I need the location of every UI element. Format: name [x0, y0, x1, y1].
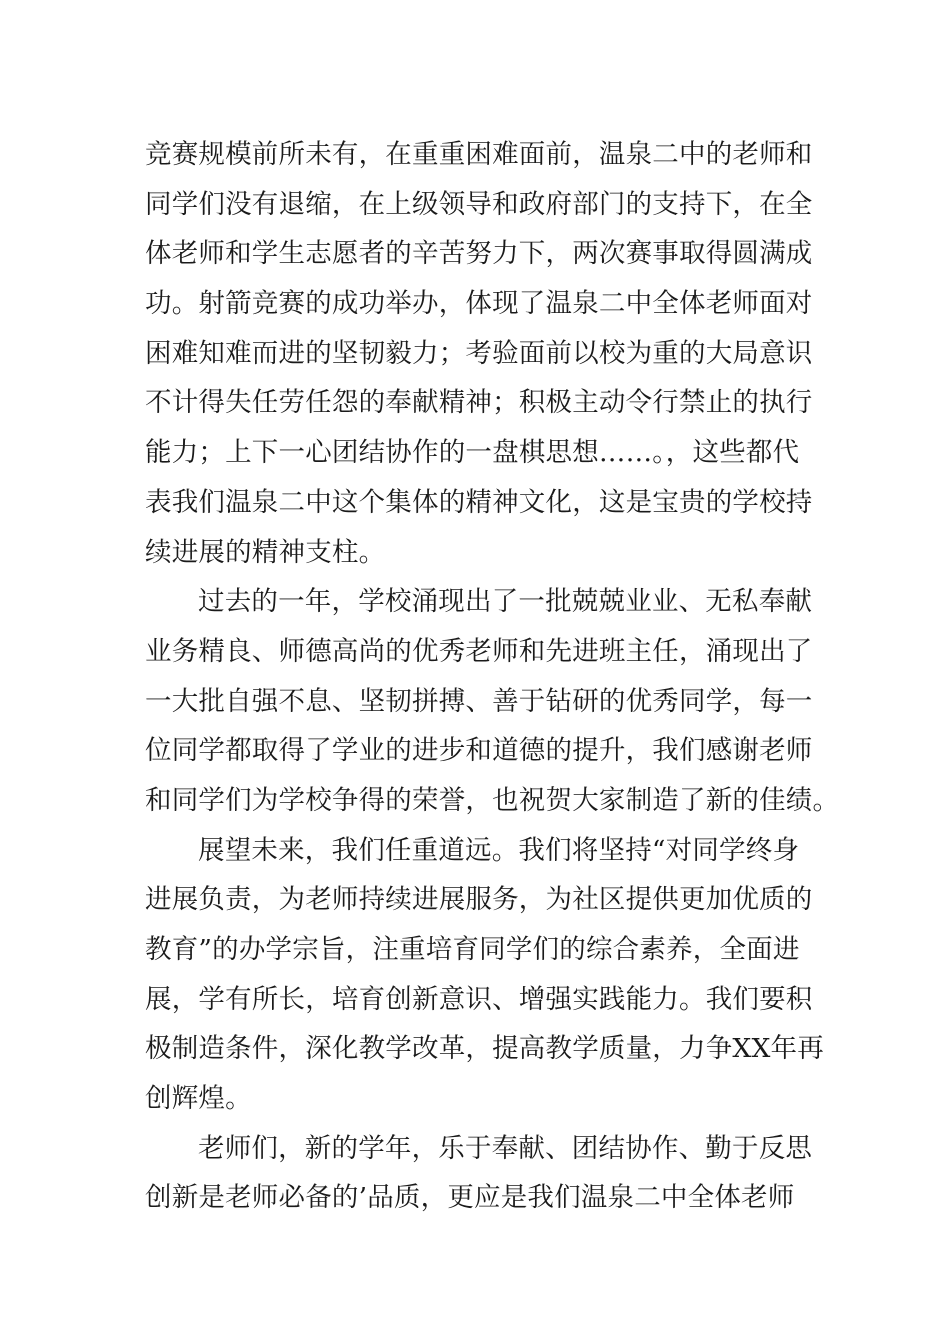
document-body: [145, 130, 840, 1223]
text-line: 不计得失任劳任怨的奉献精神；积极主动令行禁止的执行: [145, 387, 813, 419]
text-line: 教育”的办学宗旨，注重培育同学们的综合素养，全面进: [145, 934, 800, 965]
text-line: 能力；上下一心团结协作的一盘棋思想……。，这些都代: [145, 437, 800, 469]
text-line: 极制造条件，深化教学改革，提高教学质量，力争XX年再: [145, 1033, 824, 1065]
text-line: 竞赛规模前所未有，在重重困难面前，温泉二中的老师和: [145, 139, 813, 170]
text-line: 续进展的精神支柱。: [145, 536, 386, 568]
text-line: 和同学们为学校争得的荣誉，也祝贺大家制造了新的佳绩。: [145, 784, 840, 816]
text-line: 一大批自强不息、坚韧拼搏、善于钻研的优秀同学，每一: [145, 685, 813, 717]
paragraph-first-line: 过去的一年，学校涌现出了一批兢兢业业、无私奉献: [198, 586, 813, 618]
text-line: 困难知难而进的坚韧毅力；考验面前以校为重的大局意识: [145, 337, 813, 369]
text-line: 创辉煌。: [145, 1083, 252, 1115]
text-line: 表我们温泉二中这个集体的精神文化，这是宝贵的学校持: [145, 486, 813, 518]
text-line: 功。射箭竞赛的成功举办，体现了温泉二中全体老师面对: [145, 288, 813, 320]
text-line: 展，学有所长，培育创新意识、增强实践能力。我们要积: [145, 983, 813, 1015]
text-line: 位同学都取得了学业的进步和道德的提升，我们感谢老师: [145, 735, 813, 767]
text-line: 同学们没有退缩，在上级领导和政府部门的支持下，在全: [145, 188, 813, 220]
text-line: 进展负责，为老师持续进展服务，为社区提供更加优质的: [145, 884, 813, 916]
text-line: 业务精良、师德高尚的优秀老师和先进班主任，涌现出了: [145, 635, 813, 667]
text-line: 创新是老师必备的’品质，更应是我们温泉二中全体老师: [145, 1182, 795, 1214]
paragraph-first-line: 老师们，新的学年，乐于奉献、团结协作、勤于反思: [198, 1132, 813, 1164]
paragraph-first-line: 展望未来，我们任重道远。我们将坚持“对同学终身: [198, 834, 800, 866]
text-line: 体老师和学生志愿者的辛苦努力下，两次赛事取得圆满成: [145, 238, 813, 270]
